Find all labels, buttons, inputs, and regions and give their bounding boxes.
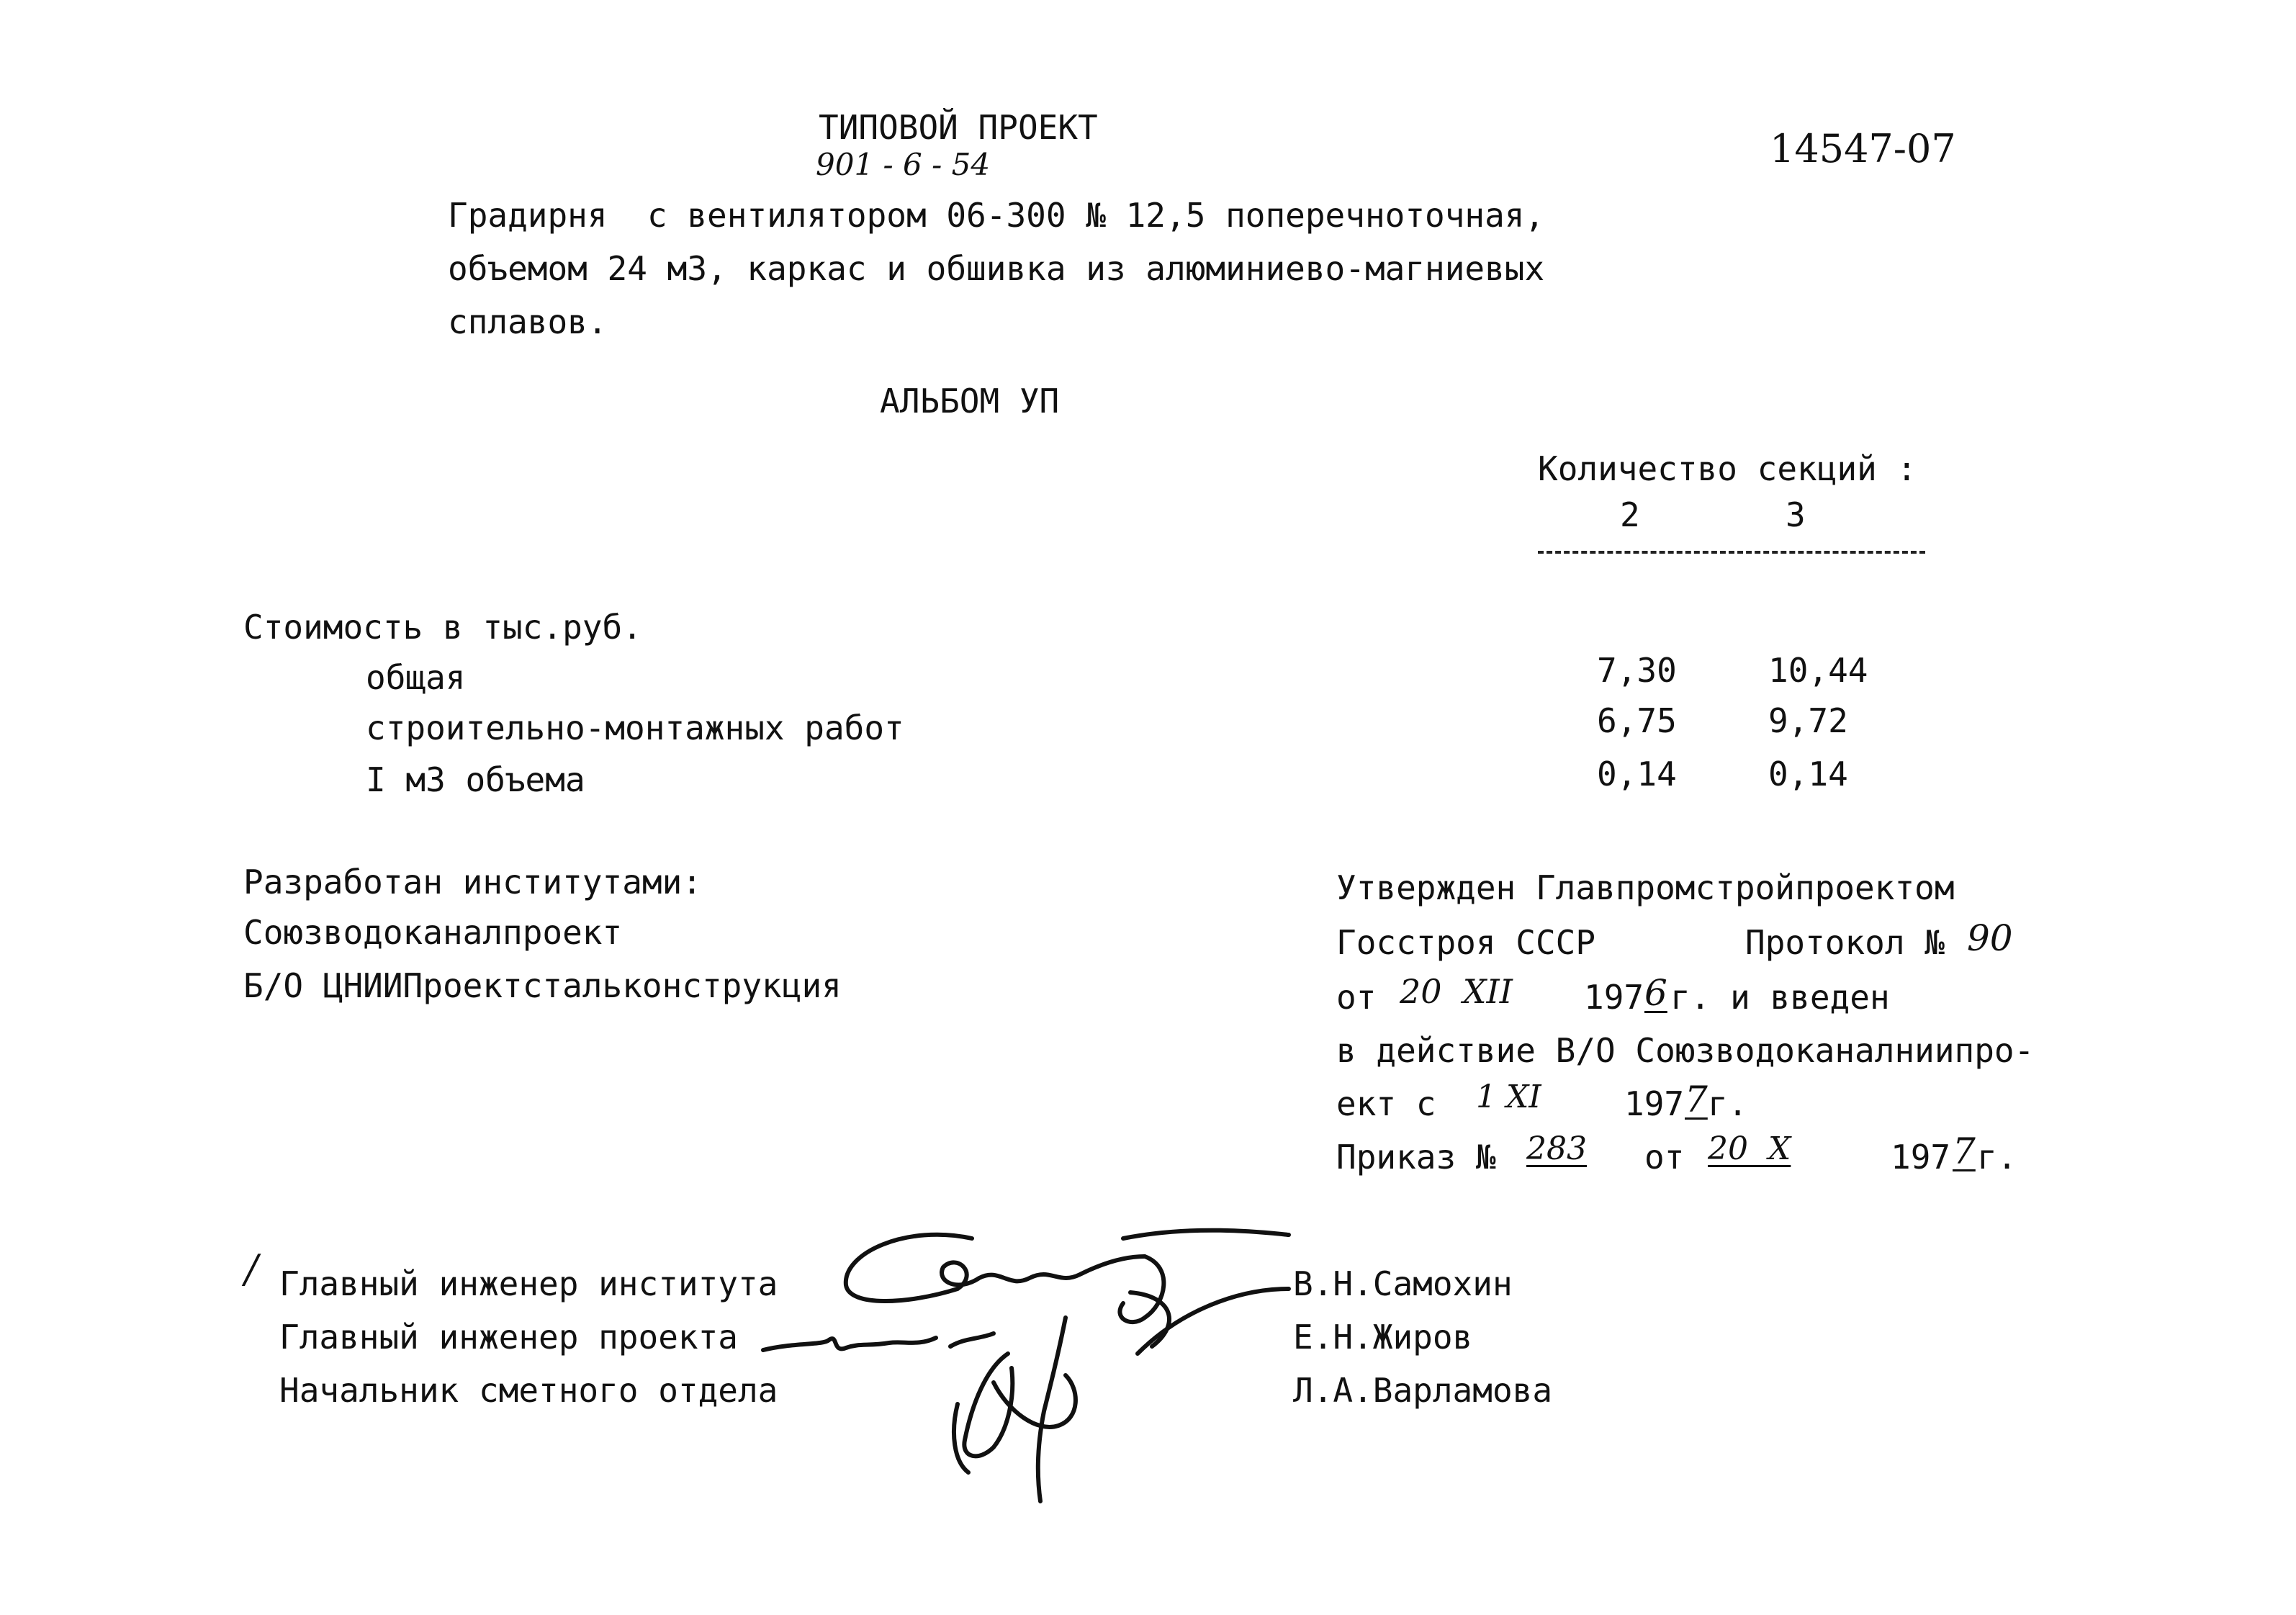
signature-stroke-3: [1120, 1256, 1163, 1322]
order-date: 20 X: [1708, 1130, 1791, 1167]
document-type-title: ТИПОВОЙ ПРОЕКТ: [819, 108, 1098, 147]
cost-row-label: строительно-монтажных работ: [366, 708, 904, 747]
signature-stroke-8: [1038, 1318, 1066, 1501]
order-year-digit: 7: [1953, 1130, 1976, 1172]
cost-section-label: Стоимость в тыс.руб.: [243, 608, 642, 647]
approval-from-label: от: [1336, 978, 1377, 1017]
approval-year-digit: 6: [1644, 972, 1667, 1014]
signature-role: Главный инженер института: [279, 1264, 778, 1303]
signature-name: В.Н.Самохин: [1293, 1264, 1513, 1303]
signature-stroke-9: [964, 1354, 1012, 1456]
effective-date: 1 XI: [1476, 1079, 1541, 1115]
album-title: АЛЬБОМ УП: [880, 382, 1060, 420]
cost-value-construction-2: 6,75: [1597, 701, 1677, 740]
approval-year-prefix: 197: [1584, 978, 1644, 1017]
column-header-3: 3: [1786, 495, 1806, 534]
order-number: 283: [1526, 1130, 1587, 1167]
effective-year-prefix: 197: [1624, 1084, 1685, 1123]
cost-row-label: I м3 объема: [366, 760, 585, 799]
description-line-1: Градирня с вентилятором 06-300 № 12,5 поперечноточная,: [448, 196, 1545, 235]
signature-role: Главный инженер проекта: [279, 1318, 738, 1357]
approval-protocol-label: Протокол №: [1745, 923, 1945, 962]
cost-value-per-m3-2: 0,14: [1597, 755, 1677, 793]
approval-introduced: г. и введен: [1670, 978, 1890, 1017]
developers-heading: Разработан институтами:: [243, 863, 702, 901]
cost-value-construction-3: 9,72: [1768, 701, 1848, 740]
signature-stroke-2: [1123, 1231, 1289, 1238]
signature-role: Начальник сметного отдела: [279, 1371, 778, 1410]
cost-value-per-m3-3: 0,14: [1768, 755, 1848, 793]
approval-gosstroy: Госстроя СССР: [1336, 923, 1596, 962]
approval-line-1: Утвержден Главпромстройпроектом: [1336, 868, 1955, 907]
order-year-suffix: г.: [1977, 1138, 2017, 1177]
developer-org-2: Б/О ЦНИИПроектстальконструкция: [243, 966, 842, 1005]
approval-line-4: в действие В/О Союзводоканалниипро-: [1336, 1031, 2035, 1070]
order-label: Приказ №: [1336, 1138, 1496, 1177]
description-line-3: сплавов.: [448, 302, 608, 341]
description-line-2: объемом 24 м3, каркас и обшивка из алюминиево-магниевых: [448, 249, 1545, 288]
order-from-label: от: [1644, 1138, 1685, 1177]
signature-stroke-7: [950, 1333, 994, 1346]
effective-year-suffix: г.: [1708, 1084, 1748, 1123]
cost-value-total-3: 10,44: [1768, 651, 1868, 690]
approval-date: 20 XII: [1400, 972, 1513, 1011]
signature-name: Л.А.Варламова: [1293, 1371, 1553, 1410]
signature-name: Е.Н.Жиров: [1293, 1318, 1473, 1357]
effective-year-digit: 7: [1685, 1079, 1708, 1120]
cost-value-total-2: 7,30: [1597, 651, 1677, 690]
signature-mark: /: [245, 1246, 258, 1292]
sections-count-header: Количество секций :: [1538, 449, 1917, 488]
approval-effective-label: ект с: [1336, 1084, 1436, 1123]
document-code: 14547-07: [1770, 126, 1956, 171]
order-year-prefix: 197: [1891, 1138, 1951, 1177]
developer-org-1: Союзводоканалпроект: [243, 913, 623, 952]
project-number: 901 - 6 - 54: [816, 147, 991, 182]
protocol-number: 90: [1967, 917, 2013, 959]
cost-row-label: общая: [366, 658, 466, 697]
column-header-2: 2: [1620, 495, 1640, 534]
signature-stroke-1: [846, 1235, 1145, 1301]
signature-stroke-6: [763, 1338, 936, 1350]
